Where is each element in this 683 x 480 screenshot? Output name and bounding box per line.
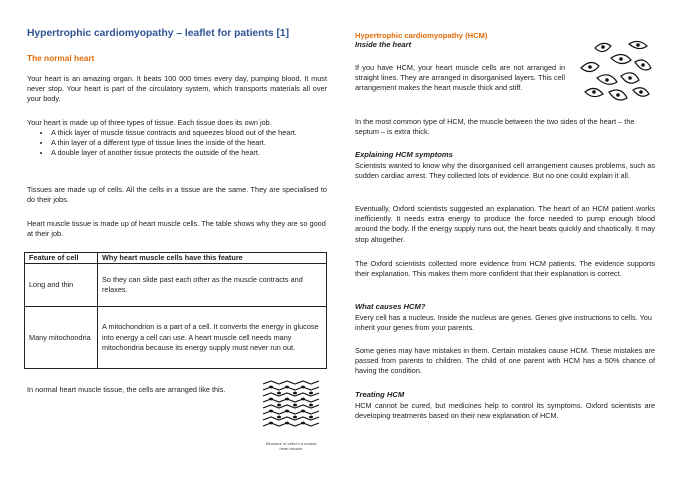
table-header-cell: Why heart muscle cells have this feature xyxy=(98,253,327,264)
inside-heart-paragraph-2: In the most common type of HCM, the muscle between the two sides of the heart – the septum – is extra thick. xyxy=(355,117,635,137)
table-row xyxy=(25,307,327,369)
normal-heart-paragraph-1: Your heart is an amazing organ. It beats 100 000 times every day, pumping blood. It must never stop. Your heart is part of the circulatory system, which transports materials all over your body. xyxy=(27,74,327,104)
table-cell: Many mitochondria xyxy=(25,307,98,369)
inside-heart-heading: Inside the heart xyxy=(355,40,412,49)
treating-heading: Treating HCM xyxy=(355,390,405,399)
inside-heart-paragraph-1: If you have HCM, your heart muscle cells are not arranged in straight lines. They are arranged in disorganised layers. This cell arrangement makes the heart muscle thick and stiff. xyxy=(355,63,565,93)
table-header-row xyxy=(25,253,327,264)
normal-heart-paragraph-5: In normal heart muscle tissue, the cells are arranged like this. xyxy=(27,385,226,394)
cell-features-table xyxy=(24,252,327,369)
explaining-paragraph-2: Eventually, Oxford scientists suggested an explanation. The heart of an HCM patient works inefficiently. It needs extra energy to produce the force needed to pump enough blood around the body. If the energy supply runs out, the heart beats quickly and chaotically. It may stop altogether. xyxy=(355,204,655,244)
leaflet-title: Hypertrophic cardiomyopathy – leaflet for patients [1] xyxy=(27,28,290,39)
causes-paragraph-1: Every cell has a nucleus. Inside the nucleus are genes. Genes give instructions to cells. You inherit your genes from your parents. xyxy=(355,313,652,333)
hcm-cells-diagram-icon xyxy=(577,38,653,104)
tissue-list-item: • A thick layer of muscle tissue contracts and squeezes blood out of the heart. xyxy=(51,128,329,138)
tissue-list xyxy=(27,128,329,159)
table-cell: A mitochondrion is a part of a cell. It converts the energy in glucose into energy a cell can use. A heart muscle cell needs many mitochondria because its energy supply must never run out. xyxy=(98,307,327,369)
explaining-paragraph-1: Scientists wanted to know why the disorganised cell arrangement causes problems, such as sudden cardiac arrest. They collected lots of evidence. But no one could explain it all. xyxy=(355,161,655,181)
table-row xyxy=(25,264,327,307)
treating-paragraph: HCM cannot be cured, but medicines help to control its symptoms. Oxford scientists are developing treatments based on their new explanation of HCM. xyxy=(355,401,655,421)
diagram-caption: Structure of cells in a normal heart muscle xyxy=(265,441,317,451)
hcm-heading: Hypertrophic cardiomyopathy (HCM) xyxy=(355,31,488,40)
normal-heart-paragraph-4: Heart muscle tissue is made up of heart muscle cells. The table shows why they are so good at their job. xyxy=(27,219,326,239)
causes-heading: What causes HCM? xyxy=(355,302,426,311)
tissue-list-item: • A thin layer of a different type of tissue lines the inside of the heart. xyxy=(51,138,329,148)
explaining-symptoms-heading: Explaining HCM symptoms xyxy=(355,150,453,159)
normal-heart-heading: The normal heart xyxy=(27,53,95,63)
normal-cells-diagram-icon xyxy=(261,380,321,437)
explaining-paragraph-3: The Oxford scientists collected more evidence from HCM patients. The evidence supports their explanation. This makes them more confident that their explanation is correct. xyxy=(355,259,655,279)
table-cell: Long and thin xyxy=(25,264,98,307)
normal-heart-paragraph-2: Your heart is made up of three types of tissue. Each tissue does its own job. xyxy=(27,118,272,127)
tissue-list-item: • A double layer of another tissue protects the outside of the heart. xyxy=(51,148,329,158)
table-cell: So they can slide past each other as the muscle contracts and relaxes. xyxy=(98,264,327,307)
normal-heart-paragraph-3: Tissues are made up of cells. All the cells in a tissue are the same. They are specialised to do their jobs. xyxy=(27,185,327,205)
causes-paragraph-2: Some genes may have mistakes in them. Certain mistakes cause HCM. These mistakes are passed from parents to children. The child of one parent with HCM has a 50% chance of having the condition. xyxy=(355,346,655,376)
table-header-cell: Feature of cell xyxy=(25,253,98,264)
